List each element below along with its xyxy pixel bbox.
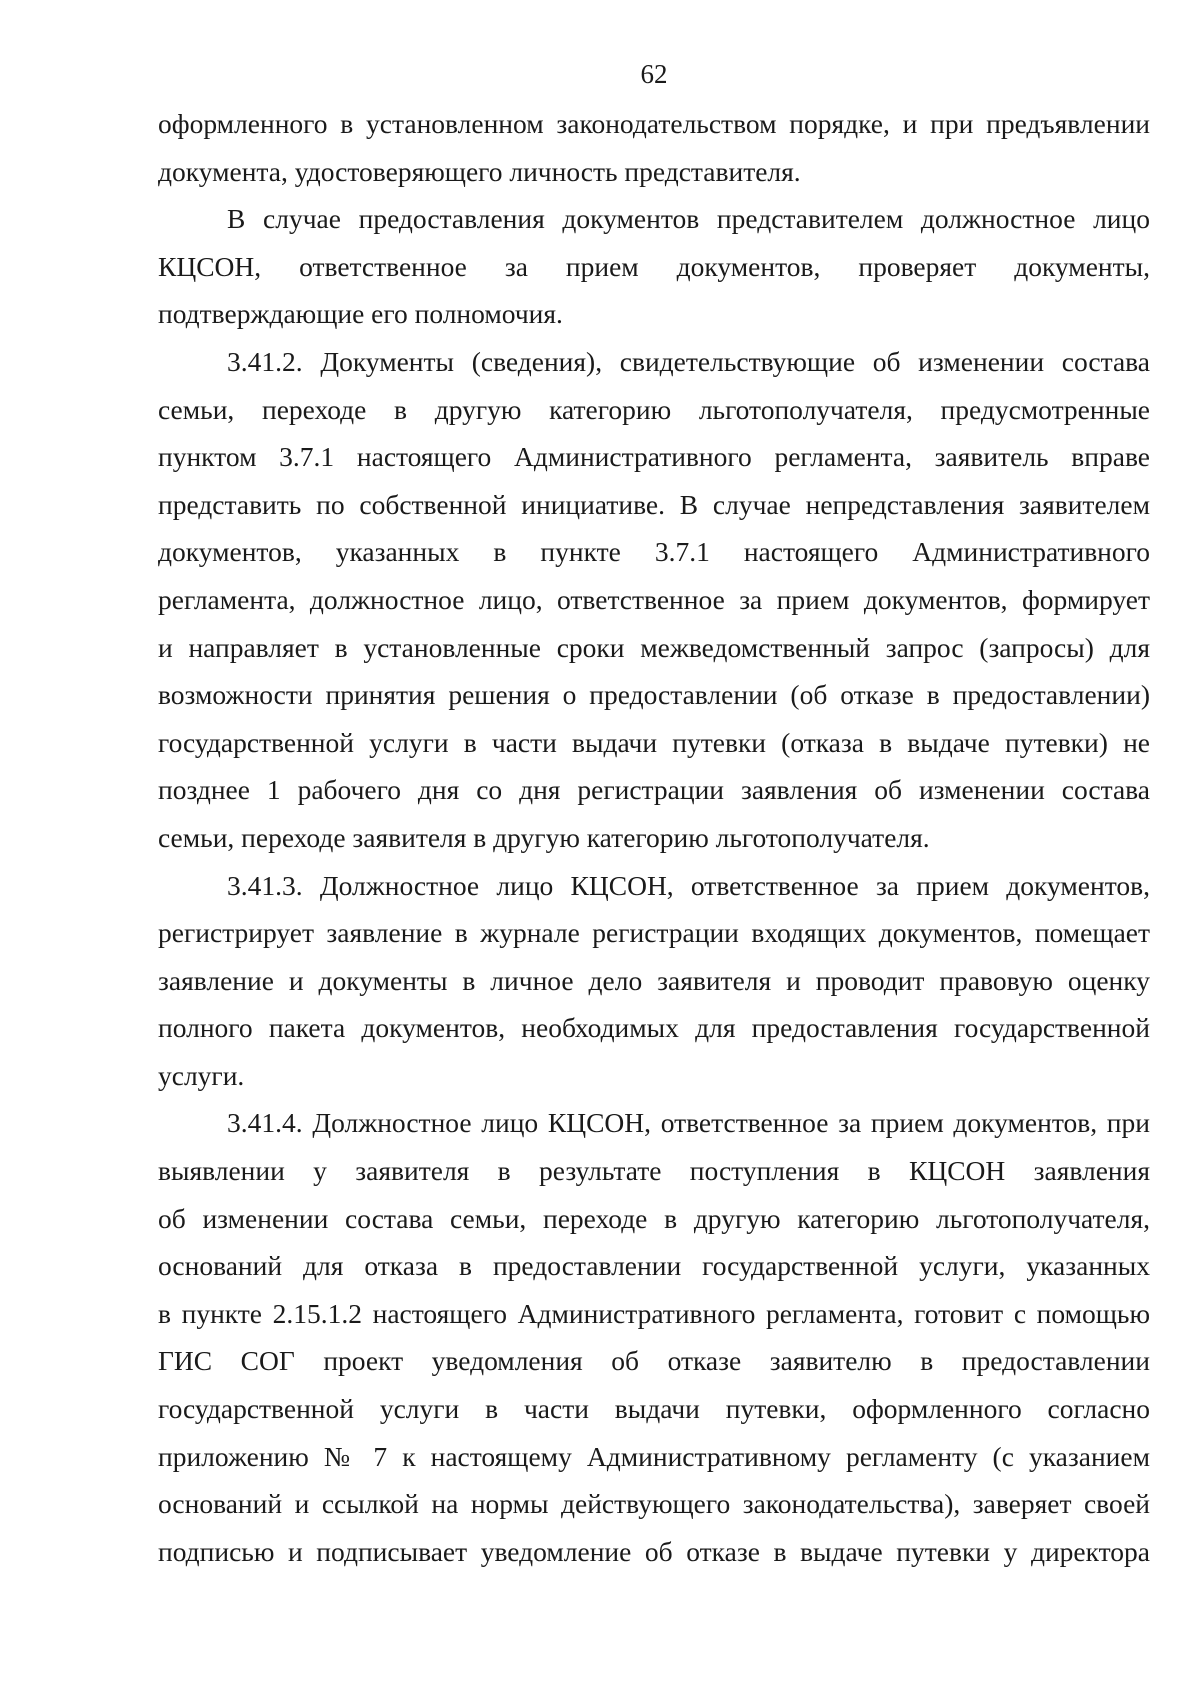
text-line: услуги. bbox=[158, 1059, 245, 1091]
text-line: полного пакета документов, необходимых для предоставления государственной bbox=[158, 1012, 1150, 1044]
text-line: 3.41.3. Должностное лицо КЦСОН, ответственное за прием документов, bbox=[227, 869, 1150, 901]
paragraph bbox=[158, 338, 1150, 862]
text-line: 3.41.2. Документы (сведения), свидетельствующие об изменении состава bbox=[227, 345, 1150, 377]
text-line: оснований для отказа в предоставлении государственной услуги, указанных bbox=[158, 1250, 1150, 1282]
text-line: регламента, должностное лицо, ответственное за прием документов, формирует bbox=[158, 583, 1150, 615]
page-number: 62 bbox=[640, 59, 668, 89]
paragraph bbox=[158, 195, 1150, 338]
text-line: документа, удостоверяющего личность представителя. bbox=[158, 155, 801, 187]
text-line: возможности принятия решения о предоставлении (об отказе в предоставлении) bbox=[158, 679, 1150, 711]
text-line: 3.41.4. Должностное лицо КЦСОН, ответственное за прием документов, при bbox=[227, 1107, 1150, 1139]
document-page bbox=[158, 48, 1150, 1575]
text-line: оформленного в установленном законодательством порядке, и при предъявлении bbox=[158, 108, 1150, 139]
paragraph bbox=[158, 1099, 1150, 1575]
text-line: в пункте 2.15.1.2 настоящего Административного регламента, готовит с помощью bbox=[158, 1297, 1150, 1329]
text-line: оснований и ссылкой на нормы действующего законодательства), заверяет своей bbox=[158, 1488, 1150, 1520]
text-line: позднее 1 рабочего дня со дня регистрации заявления об изменении состава bbox=[158, 774, 1150, 806]
text-line: В случае предоставления документов представителем должностное лицо bbox=[227, 203, 1150, 235]
text-line: приложению № 7 к настоящему Административному регламенту (с указанием bbox=[158, 1440, 1150, 1472]
text-line: регистрирует заявление в журнале регистрации входящих документов, помещает bbox=[158, 917, 1150, 949]
text-line: подписью и подписывает уведомление об отказе в выдаче путевки у директора bbox=[158, 1535, 1150, 1567]
text-line: государственной услуги в части выдачи путевки, оформленного согласно bbox=[158, 1393, 1150, 1425]
text-line: подтверждающие его полномочия. bbox=[158, 298, 563, 330]
paragraph bbox=[158, 100, 1150, 195]
text-line: выявлении у заявителя в результате поступления в КЦСОН заявления bbox=[158, 1155, 1150, 1187]
text-line: об изменении состава семьи, переходе в другую категорию льготополучателя, bbox=[158, 1202, 1150, 1234]
text-line: пунктом 3.7.1 настоящего Административного регламента, заявитель вправе bbox=[158, 441, 1150, 473]
text-line: семьи, переходе заявителя в другую категорию льготополучателя. bbox=[158, 821, 930, 853]
text-line: КЦСОН, ответственное за прием документов, проверяет документы, bbox=[158, 250, 1150, 282]
paragraph bbox=[158, 862, 1150, 1100]
text-line: и направляет в установленные сроки межведомственный запрос (запросы) для bbox=[158, 631, 1150, 663]
text-line: ГИС СОГ проект уведомления об отказе заявителю в предоставлении bbox=[158, 1345, 1150, 1377]
text-line: представить по собственной инициативе. В случае непредставления заявителем bbox=[158, 488, 1150, 520]
document-body bbox=[158, 100, 1150, 1575]
text-line: семьи, переходе в другую категорию льготополучателя, предусмотренные bbox=[158, 393, 1150, 425]
text-line: документов, указанных в пункте 3.7.1 настоящего Административного bbox=[158, 536, 1150, 568]
text-line: заявление и документы в личное дело заявителя и проводит правовую оценку bbox=[158, 964, 1150, 996]
text-line: государственной услуги в части выдачи путевки (отказа в выдаче путевки) не bbox=[158, 726, 1150, 758]
